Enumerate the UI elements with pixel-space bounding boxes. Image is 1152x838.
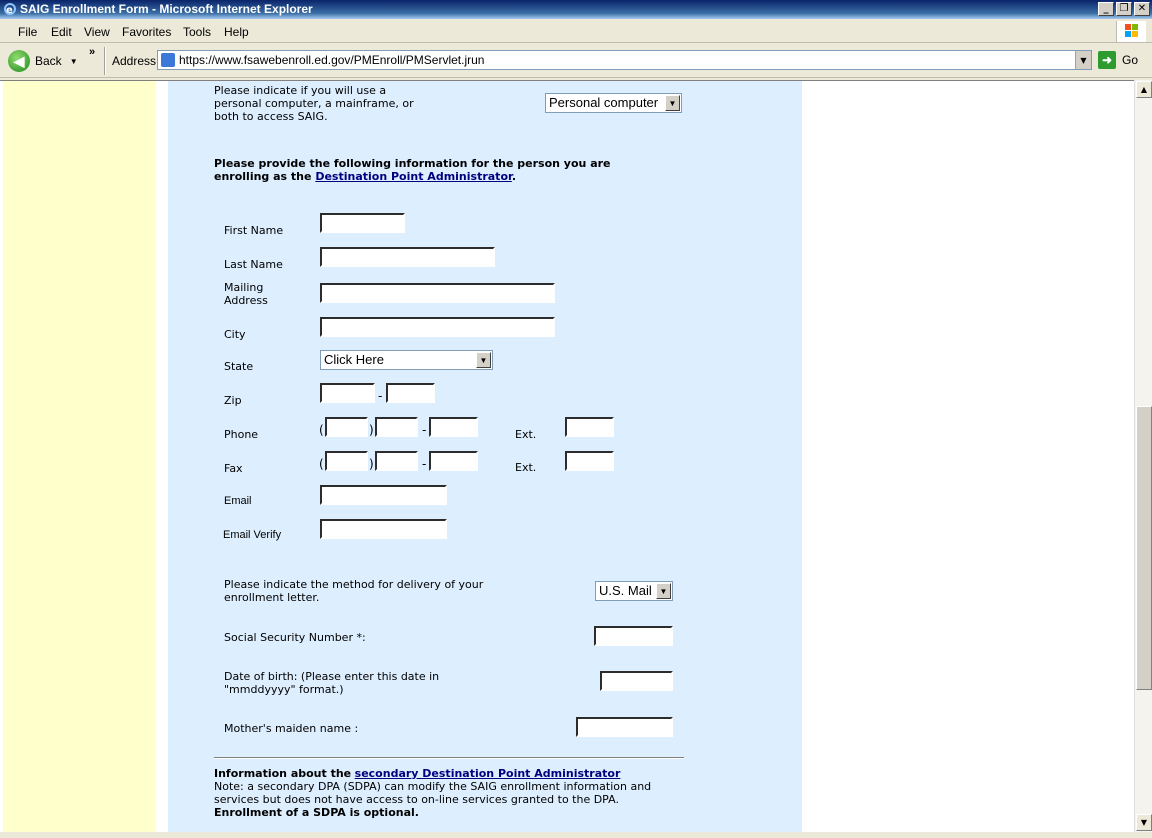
- last-name-label: Last Name: [224, 258, 283, 271]
- phone-prefix-field[interactable]: [375, 417, 418, 437]
- restore-button[interactable]: ❐: [1116, 2, 1132, 16]
- state-select[interactable]: [320, 350, 493, 370]
- back-arrow-icon: ◀: [8, 50, 30, 72]
- menu-file[interactable]: File: [18, 25, 38, 39]
- ssn-label: Social Security Number *:: [224, 631, 366, 644]
- city-field[interactable]: [320, 317, 555, 337]
- email-verify-field[interactable]: [320, 519, 447, 539]
- phone-dash: -: [422, 423, 427, 437]
- close-button[interactable]: ✕: [1134, 2, 1150, 16]
- window-title: SAIG Enrollment Form - Microsoft Internet Explorer: [20, 2, 313, 16]
- fax-area-code-field[interactable]: [325, 451, 368, 471]
- back-label: Back: [35, 54, 62, 68]
- toolbar-separator: [104, 47, 106, 75]
- delivery-method-value: U.S. Mail: [599, 583, 652, 598]
- menu-tools[interactable]: Tools: [183, 25, 212, 39]
- fax-prefix-field[interactable]: [375, 451, 418, 471]
- delivery-method-select[interactable]: [595, 581, 673, 601]
- fax-label: Fax: [224, 462, 243, 475]
- address-url[interactable]: https://www.fsawebenroll.ed.gov/PMEnroll/PMServlet.jrun: [179, 53, 485, 67]
- go-label: Go: [1122, 53, 1139, 67]
- address-label: Address: [112, 54, 157, 68]
- menu-edit[interactable]: Edit: [51, 25, 72, 39]
- delivery-prompt: Please indicate the method for delivery of your enrollment letter.: [224, 578, 484, 604]
- first-name-field[interactable]: [320, 213, 405, 233]
- phone-ext-field[interactable]: [565, 417, 614, 437]
- fax-ext-field[interactable]: [565, 451, 614, 471]
- fax-line-field[interactable]: [429, 451, 478, 471]
- access-method-select[interactable]: [545, 93, 682, 113]
- dpa-intro: [214, 157, 644, 183]
- email-field[interactable]: [320, 485, 447, 505]
- dob-label: Date of birth: (Please enter this date in "mmddyyyy" format.): [224, 670, 440, 696]
- mailing-address-field[interactable]: [320, 283, 555, 303]
- scroll-down-icon[interactable]: ▼: [1136, 814, 1152, 831]
- state-value: Click Here: [324, 352, 384, 367]
- chevron-down-icon[interactable]: ▼: [69, 56, 78, 66]
- first-name-label: First Name: [224, 224, 284, 237]
- access-method-value: Personal computer: [549, 95, 659, 110]
- maiden-name-label: Mother's maiden name :: [224, 722, 359, 735]
- chevron-down-icon: ▼: [476, 352, 491, 368]
- svg-text:e: e: [6, 5, 13, 16]
- sdpa-intro: Information about the: [214, 767, 352, 780]
- address-bar[interactable]: [157, 50, 1092, 70]
- state-label: State: [224, 360, 254, 373]
- phone-close-paren: ): [369, 423, 374, 437]
- fax-ext-label: Ext.: [515, 461, 537, 474]
- email-label: Email: [224, 495, 252, 507]
- dpa-intro-text: Please provide the following information for the person you are enrolling as the: [214, 157, 611, 183]
- menu-help[interactable]: Help: [224, 25, 249, 39]
- left-sidebar-strip: [3, 81, 156, 832]
- menu-bar: [0, 20, 1152, 43]
- back-button[interactable]: [8, 48, 83, 74]
- go-button[interactable]: [1098, 51, 1148, 69]
- vertical-scrollbar[interactable]: [1134, 80, 1152, 832]
- zip-plus4-field[interactable]: [386, 383, 435, 403]
- zip-label: Zip: [224, 394, 242, 407]
- page-icon: [161, 53, 175, 67]
- chevron-down-icon: ▼: [656, 583, 671, 599]
- chevron-down-icon: ▼: [665, 95, 680, 111]
- phone-open-paren: (: [319, 423, 324, 437]
- sdpa-note: Note: a secondary DPA (SDPA) can modify the SAIG enrollment information and services but does not have access to on-line services granted to the DPA.: [214, 780, 652, 806]
- window-title-bar: [0, 0, 1152, 19]
- toolbar-overflow-icon[interactable]: »: [89, 46, 96, 58]
- phone-ext-label: Ext.: [515, 428, 537, 441]
- scrollbar-thumb[interactable]: [1136, 406, 1152, 690]
- dpa-link[interactable]: Destination Point Administrator: [315, 170, 512, 183]
- last-name-field[interactable]: [320, 247, 495, 267]
- zip-dash: -: [378, 389, 383, 403]
- dob-field[interactable]: [600, 671, 673, 691]
- scroll-up-icon[interactable]: ▲: [1136, 81, 1152, 98]
- sdpa-optional: Enrollment of a SDPA is optional.: [214, 806, 419, 819]
- fax-close-paren: ): [369, 457, 374, 471]
- city-label: City: [224, 328, 246, 341]
- zip-field[interactable]: [320, 383, 375, 403]
- phone-line-field[interactable]: [429, 417, 478, 437]
- ie-logo-icon: [3, 2, 17, 16]
- fax-open-paren: (: [319, 457, 324, 471]
- section-divider: [214, 757, 684, 759]
- access-prompt: Please indicate if you will use a personal computer, a mainframe, or both to access SAIG.: [214, 84, 414, 123]
- menu-favorites[interactable]: Favorites: [122, 25, 172, 39]
- minimize-button[interactable]: _: [1098, 2, 1114, 16]
- address-dropdown-icon[interactable]: ▼: [1075, 51, 1091, 69]
- form-panel: [168, 81, 802, 832]
- sdpa-link[interactable]: secondary Destination Point Administrator: [354, 767, 621, 780]
- windows-logo-icon: [1116, 21, 1146, 42]
- go-arrow-icon: ➜: [1098, 51, 1116, 69]
- maiden-name-field[interactable]: [576, 717, 673, 737]
- menu-view[interactable]: View: [84, 25, 110, 39]
- sdpa-section: [214, 767, 684, 819]
- email-verify-label: Email Verify: [223, 529, 282, 541]
- phone-label: Phone: [224, 428, 259, 441]
- phone-area-code-field[interactable]: [325, 417, 368, 437]
- mailing-address-label: Mailing Address: [224, 281, 268, 307]
- ssn-field[interactable]: [594, 626, 673, 646]
- fax-dash: -: [422, 457, 427, 471]
- dpa-intro-end: .: [511, 170, 517, 183]
